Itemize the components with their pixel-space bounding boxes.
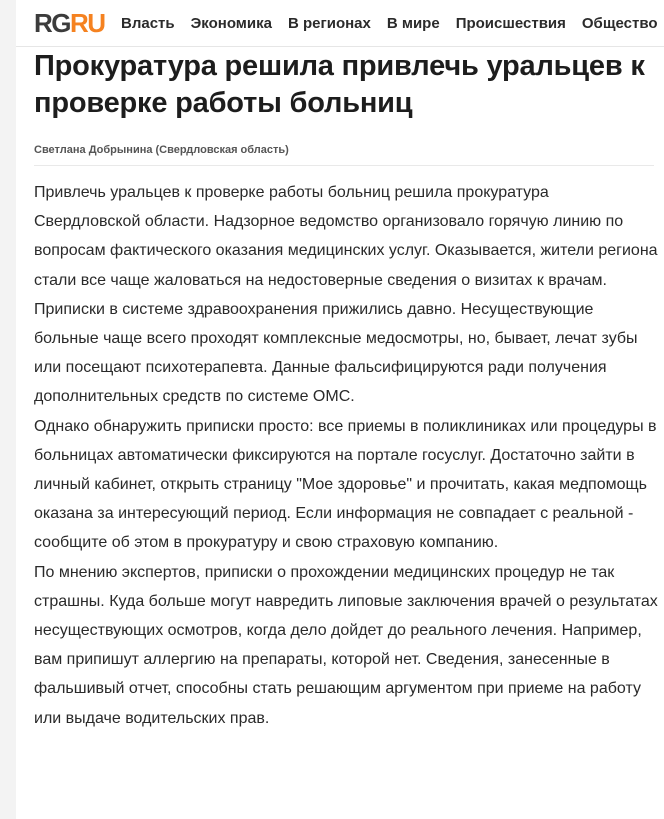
site-logo[interactable] bbox=[34, 9, 105, 37]
article-author[interactable]: Светлана Добрынина (Свердловская область) bbox=[34, 144, 289, 156]
author-divider bbox=[34, 165, 654, 166]
page bbox=[16, 0, 664, 819]
article-paragraph: По мнению экспертов, приписки о прохождении медицинских процедур не так страшны. Куда больше могут навредить липовые заключения врачей о результатах несуществующих осмотров, когда дело дойдет до реального лечения. Например, вам припишут аллергию на препараты, которой нет. Сведения, занесенные в фальшивый отчет, способны стать решающим аргументом при приеме на работу или выдаче водительских прав. bbox=[34, 563, 658, 727]
nav-item-ekonomika[interactable]: Экономика bbox=[190, 15, 272, 32]
article-title: Прокуратура решила привлечь уральцев к проверке работы больниц bbox=[34, 50, 645, 119]
main-nav bbox=[121, 14, 664, 34]
nav-item-v-mire[interactable]: В мире bbox=[386, 15, 440, 32]
nav-item-obshchestvo[interactable]: Общество bbox=[581, 15, 658, 32]
site-header bbox=[16, 0, 664, 47]
logo-ru-text: RU bbox=[70, 8, 105, 38]
article-paragraph: Привлечь уральцев к проверке работы больниц решила прокуратура Свердловской области. Надзорное ведомство организовало горячую линию по вопросам фактического оказания медицинских услуг. Оказывается, жители региона стали все чаще жаловаться на недостоверные сведения о визитах к врачам. bbox=[34, 184, 658, 289]
article-paragraph: Однако обнаружить приписки просто: все приемы в поликлиниках или процедуры в больницах автоматически фиксируются на портале госуслуг. Достаточно зайти в личный кабинет, открыть страницу "Мое здоровье" и прочитать, какая медпомощь оказана за интересующий период. Если информация не совпадает с реальной - сообщите об этом в прокуратуру и свою страховую компанию. bbox=[34, 417, 657, 552]
logo-rg-text: RG bbox=[34, 8, 70, 38]
left-margin-strip bbox=[0, 0, 16, 819]
article-paragraph: Приписки в системе здравоохранения прижились давно. Несуществующие больные чаще всего проходят комплексные медосмотры, но, бывает, лечат зубы или посещают психотерапевта. Данные фальсифицируются ради получения дополнительных средств по системе ОМС. bbox=[34, 300, 638, 406]
article-body bbox=[34, 178, 659, 733]
nav-item-vlast[interactable]: Власть bbox=[121, 15, 175, 32]
nav-item-proisshestviya[interactable]: Происшествия bbox=[455, 15, 566, 32]
nav-item-v-regionah[interactable]: В регионах bbox=[287, 15, 371, 32]
